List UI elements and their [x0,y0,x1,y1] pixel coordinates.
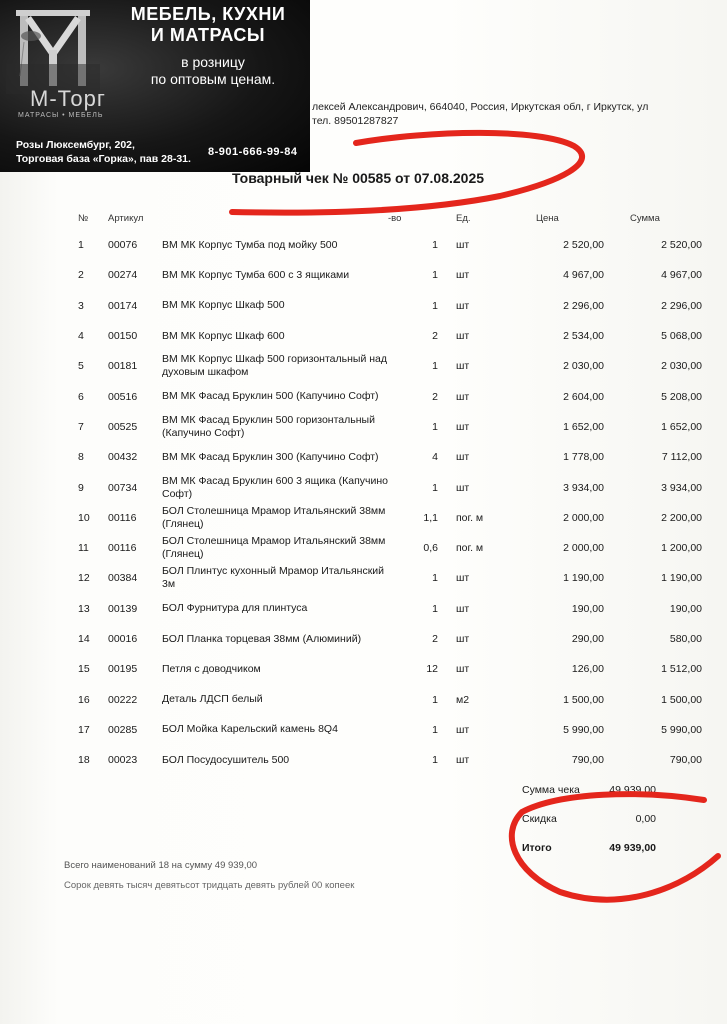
advert-sticker [0,0,310,172]
row-price: 2 296,00 [563,299,604,312]
brand-name: М-Торг [30,86,106,111]
table-row [70,230,702,260]
advert-headline: МЕБЕЛЬ, КУХНИ И МАТРАСЫ [130,4,286,45]
items-table [70,206,702,775]
row-name: БОЛ Плинтус кухонный Мрамор Итальянский 3м [162,565,385,591]
row-name: БОЛ Мойка Карельский камень 8Q4 [162,723,338,736]
row-sum: 190,00 [669,602,702,615]
row-price: 1 500,00 [563,693,604,706]
row-qty: 1 [432,572,438,585]
row-article: 00023 [108,754,138,767]
row-number: 16 [78,693,90,706]
row-qty: 1 [432,693,438,706]
row-price: 126,00 [571,663,604,676]
row-sum: 5 208,00 [661,390,702,403]
row-unit: шт [456,633,470,645]
row-sum: 4 967,00 [661,269,702,282]
row-sum: 2 200,00 [661,511,702,524]
row-name: БОЛ Фурнитура для плинтуса [162,602,308,615]
row-name: БОЛ Посудосушитель 500 [162,753,290,766]
table-row [70,291,702,321]
header-price: Цена [536,212,559,224]
row-qty: 12 [426,663,438,676]
row-sum: 7 112,00 [661,451,702,464]
row-sum: 2 296,00 [661,299,702,312]
row-price: 1 778,00 [563,451,604,464]
row-name: ВМ МК Фасад Бруклин 600 3 ящика (Капучино Софт) [162,474,389,500]
row-qty: 1 [432,239,438,252]
row-name: БОЛ Столешница Мрамор Итальянский 38мм (Глянец) [162,535,386,561]
row-price: 1 652,00 [563,420,604,433]
row-unit: шт [456,481,470,494]
advert-address: Розы Люксембург, 202, Торговая база «Горка», пав 28-31. [16,139,191,165]
row-unit: пог. м [456,511,484,524]
row-unit: шт [456,299,470,312]
row-number: 17 [78,723,90,736]
row-unit: шт [456,420,470,433]
row-unit: шт [456,451,470,464]
row-qty: 1,1 [423,511,438,524]
header-sum: Сумма [630,212,660,224]
row-qty: 1 [432,269,438,282]
row-article: 00734 [108,481,138,494]
row-price: 5 990,00 [563,723,604,736]
table-row [70,381,702,411]
row-number: 12 [78,572,90,585]
row-article: 00076 [108,239,138,252]
row-price: 790,00 [571,754,604,767]
row-qty: 2 [432,390,438,403]
row-unit: шт [456,330,470,343]
row-name: ВМ МК Фасад Бруклин 300 (Капучино Софт) [162,450,379,463]
row-sum: 2 520,00 [661,239,702,252]
row-name: ВМ МК Корпус Тумба 600 с 3 ящиками [162,268,350,281]
row-number: 6 [78,390,84,403]
total-value: 49 939,00 [609,842,656,854]
row-qty: 1 [432,754,438,767]
row-article: 00139 [108,602,138,615]
table-row [70,563,702,593]
row-price: 1 190,00 [563,572,604,585]
table-row [70,412,702,442]
table-header-row [70,206,702,230]
table-row [70,442,702,472]
table-row [70,654,702,684]
row-number: 18 [78,754,90,767]
header-name [162,206,388,230]
row-name: Петля с доводчиком [162,662,261,675]
row-name: ВМ МК Корпус Шкаф 600 [162,329,285,342]
row-name: ВМ МК Корпус Шкаф 500 [162,299,285,312]
row-qty: 0,6 [423,542,438,555]
header-qty: -во [388,212,402,224]
subtotal-value: 49 939,00 [609,784,656,796]
discount-label: Скидка [522,813,557,825]
row-number: 1 [78,239,84,252]
row-name: БОЛ Планка торцевая 38мм (Алюминий) [162,632,362,645]
seller-info: лексей Александрович, 664040, Россия, Иркутская обл, г Иркутск, ул тел. 89501287827 [312,101,649,127]
row-qty: 1 [432,420,438,433]
row-number: 14 [78,633,90,645]
discount-row [500,813,660,842]
row-number: 13 [78,602,90,615]
row-qty: 1 [432,602,438,615]
row-sum: 790,00 [669,754,702,767]
row-qty: 4 [432,451,438,464]
row-price: 3 934,00 [563,481,604,494]
row-sum: 1 190,00 [661,572,702,585]
row-qty: 1 [432,360,438,373]
row-price: 4 967,00 [563,269,604,282]
subtotal-row [500,784,660,813]
row-qty: 2 [432,330,438,343]
row-unit: шт [456,572,470,585]
row-unit: пог. м [456,542,484,555]
row-sum: 1 500,00 [661,693,702,706]
row-unit: м2 [456,693,470,706]
row-article: 00274 [108,269,138,282]
header-no: № [78,212,89,224]
footer-words-line: Сорок девять тысяч девятьсот тридцать девять рублей 00 копеек [64,880,355,891]
row-name: ВМ МК Корпус Тумба под мойку 500 [162,238,338,251]
row-number: 5 [78,360,84,373]
header-article: Артикул [108,212,144,224]
row-unit: шт [456,754,470,767]
table-row [70,594,702,624]
row-article: 00150 [108,330,138,343]
row-article: 00195 [108,663,138,676]
row-number: 4 [78,330,84,343]
row-name: ВМ МК Фасад Бруклин 500 (Капучино Софт) [162,390,379,403]
table-row [70,472,702,502]
row-unit: шт [456,723,470,736]
table-row [70,533,702,563]
row-price: 290,00 [571,633,604,645]
row-name: БОЛ Столешница Мрамор Итальянский 38мм (Глянец) [162,504,386,530]
receipt-title: Товарный чек № 00585 от 07.08.2025 [232,170,485,186]
row-article: 00285 [108,723,138,736]
row-article: 00181 [108,360,138,373]
advert-tagline: в розницу по оптовым ценам. [150,54,276,87]
row-qty: 1 [432,481,438,494]
table-row [70,684,702,714]
row-sum: 1 200,00 [661,542,702,555]
row-article: 00222 [108,693,138,706]
table-row [70,503,702,533]
table-row [70,351,702,381]
row-article: 00516 [108,390,138,403]
header-unit: Ед. [456,212,471,224]
row-price: 2 000,00 [563,511,604,524]
totals-block [500,784,660,871]
row-article: 00384 [108,572,138,585]
row-number: 15 [78,663,90,676]
subtotal-label: Сумма чека [522,784,580,796]
row-unit: шт [456,360,470,373]
row-unit: шт [456,239,470,252]
row-sum: 1 512,00 [661,663,702,676]
row-sum: 3 934,00 [661,481,702,494]
row-sum: 5 990,00 [661,723,702,736]
row-unit: шт [456,269,470,282]
row-name: ВМ МК Фасад Бруклин 500 горизонтальный (Капучино Софт) [162,413,375,439]
row-number: 10 [78,511,90,524]
table-row [70,321,702,351]
row-price: 2 534,00 [563,330,604,343]
row-article: 00116 [108,542,137,555]
row-price: 2 030,00 [563,360,604,373]
row-article: 00174 [108,299,138,312]
row-number: 2 [78,269,84,282]
row-price: 2 604,00 [563,390,604,403]
advert-phone: 8-901-666-99-84 [208,146,298,158]
brand-subtitle: МАТРАСЫ • МЕБЕЛЬ [18,112,104,119]
row-qty: 1 [432,299,438,312]
row-number: 9 [78,481,84,494]
row-article: 00116 [108,511,137,524]
row-number: 3 [78,299,84,312]
table-row [70,745,702,775]
row-number: 8 [78,451,84,464]
row-sum: 1 652,00 [661,420,702,433]
row-qty: 2 [432,633,438,645]
row-number: 11 [78,542,89,555]
row-sum: 5 068,00 [661,330,702,343]
row-sum: 580,00 [669,633,702,645]
discount-value: 0,00 [635,813,656,825]
row-unit: шт [456,390,470,403]
row-name: ВМ МК Корпус Шкаф 500 горизонтальный над духовым шкафом [162,353,388,379]
total-label: Итого [522,842,552,854]
row-article: 00525 [108,420,138,433]
row-article: 00016 [108,633,138,645]
row-price: 2 000,00 [563,542,604,555]
row-name: Деталь ЛДСП белый [162,693,263,706]
row-article: 00432 [108,451,138,464]
footer-count-line: Всего наименований 18 на сумму 49 939,00 [64,860,258,871]
row-sum: 2 030,00 [661,360,702,373]
table-row [70,260,702,290]
row-price: 2 520,00 [563,239,604,252]
table-row [70,715,702,745]
row-qty: 1 [432,723,438,736]
row-number: 7 [78,420,84,433]
total-row [500,842,660,871]
row-unit: шт [456,663,470,676]
table-row [70,624,702,654]
row-unit: шт [456,602,470,615]
row-price: 190,00 [571,602,604,615]
